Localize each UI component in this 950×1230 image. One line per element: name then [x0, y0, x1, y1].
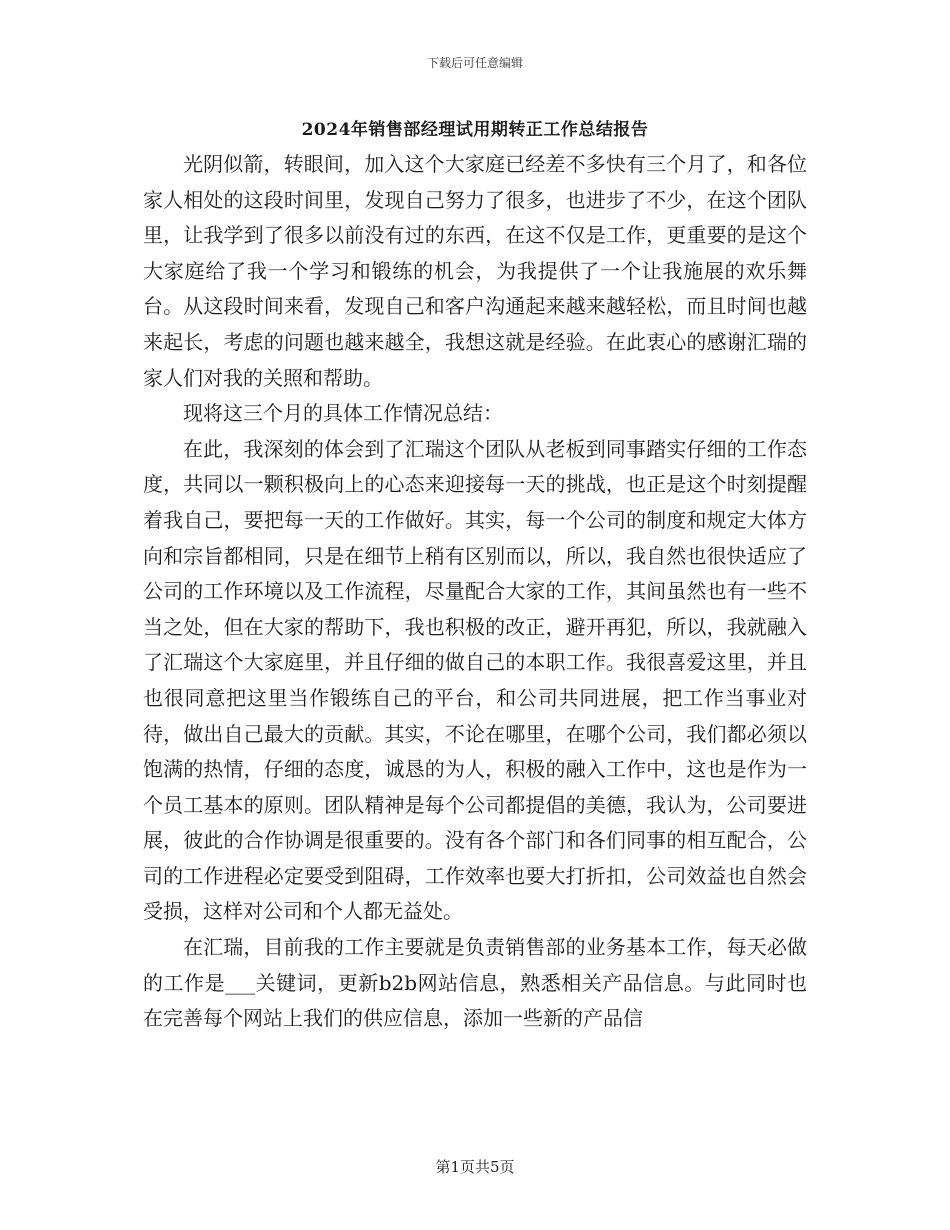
document-body	[143, 147, 807, 1037]
page-header-note: 下载后可任意编辑	[426, 56, 523, 70]
paragraph-intro: 光阴似箭，转眼间，加入这个大家庭已经差不多快有三个月了，和各位家人相处的这段时间里，发现自己努力了很多，也进步了不少，在这个团队里，让我学到了很多以前没有过的东西，在这不仅是工作，更重要的是这个大家庭给了我一个学习和锻练的机会，为我提供了一个让我施展的欢乐舞台。从这段时间来看，发现自己和客户沟通起来越来越轻松，而且时间也越来起长，考虑的问题也越来越全，我想这就是经验。在此衷心的感谢汇瑞的家人们对我的关照和帮助。	[143, 152, 807, 390]
paragraph-summary-lead: 现将这三个月的具体工作情况总结：	[183, 401, 503, 426]
page-number-footer: 第1页共5页	[435, 1158, 515, 1176]
document-title: 2024年销售部经理试用期转正工作总结报告	[301, 120, 649, 140]
paragraph-team-experience: 在此，我深刻的体会到了汇瑞这个团队从老板到同事踏实仔细的工作态度，共同以一颗积极向上的心态来迎接每一天的挑战，也正是这个时刻提醒着我自己，要把每一天的工作做好。其实，每一个公司的制度和规定大体方向和宗旨都相同，只是在细节上稍有区别而以，所以，我自然也很快适应了公司的工作环境以及工作流程，尽量配合大家的工作，其间虽然也有一些不当之处，但在大家的帮助下，我也积极的改正，避开再犯，所以，我就融入了汇瑞这个大家庭里，并且仔细的做自己的本职工作。我很喜爱这里，并且也很同意把这里当作锻练自己的平台，和公司共同进展，把工作当事业对待，做出自己最大的贡献。其实，不论在哪里，在哪个公司，我们都必须以饱满的热情，仔细的态度，诚恳的为人，积极的融入工作中，这也是作为一个员工基本的原则。团队精神是每个公司都提倡的美德，我认为，公司要进展，彼此的合作协调是很重要的。没有各个部门和各们同事的相互配合，公司的工作进程必定要受到阻碍，工作效率也要大打折扣，公司效益也自然会受损，这样对公司和个人都无益处。	[143, 436, 807, 924]
paragraph-current-work: 在汇瑞，目前我的工作主要就是负责销售部的业务基本工作，每天必做的工作是___关键词，更新b2b网站信息，熟悉相关产品信息。与此同时也在完善每个网站上我们的供应信息，添加一些新的产品信	[143, 935, 807, 1031]
